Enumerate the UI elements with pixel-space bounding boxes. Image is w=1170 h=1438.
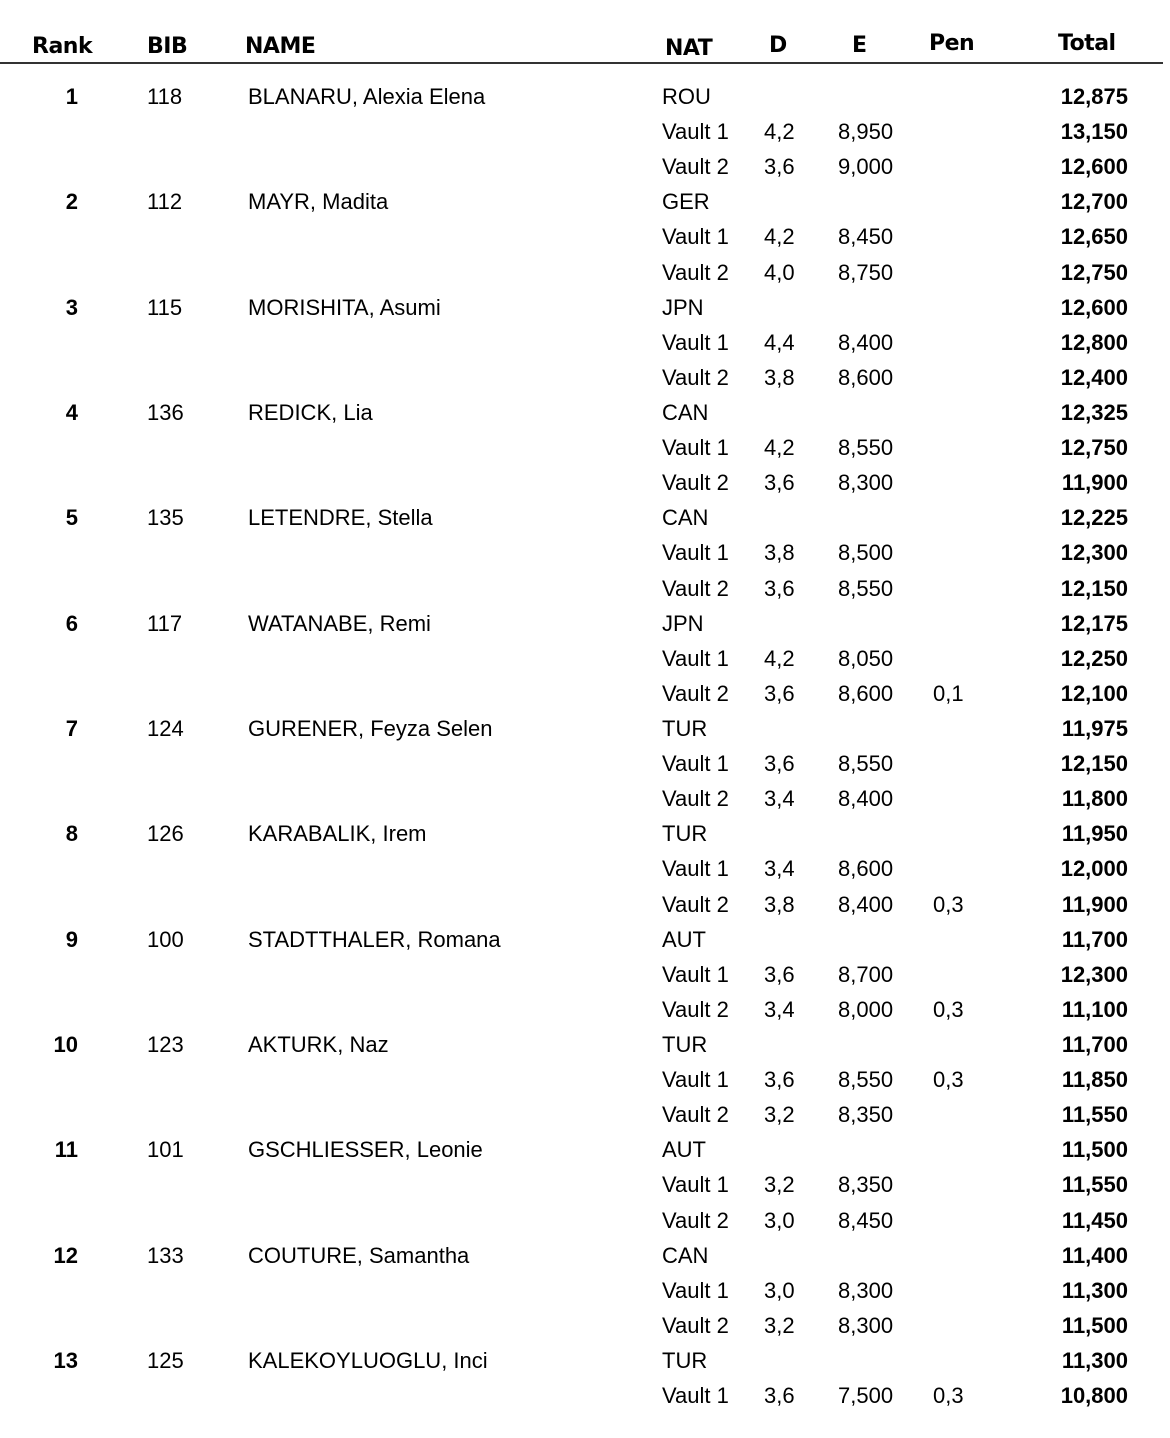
vault-row — [0, 641, 1170, 676]
total-cell: 11,700 — [1061, 1031, 1128, 1057]
e-score-cell: 8,400 — [838, 786, 894, 812]
name-cell: KALEKOYLUOGLU, Inci — [248, 1347, 488, 1373]
athlete-row — [0, 79, 1170, 114]
rank-cell: 9 — [65, 926, 78, 952]
vault-label: Vault 1 — [662, 119, 729, 145]
athlete-row — [0, 816, 1170, 851]
d-score-cell: 3,8 — [764, 540, 795, 566]
d-score-cell: 3,0 — [764, 1277, 795, 1303]
vault-row — [0, 360, 1170, 395]
bib-cell: 136 — [147, 399, 184, 425]
e-score-cell: 8,600 — [838, 856, 894, 882]
d-score-cell: 3,4 — [764, 786, 795, 812]
d-score-cell: 3,2 — [764, 1312, 795, 1338]
d-score-cell: 4,2 — [764, 119, 795, 145]
d-score-cell: 3,8 — [764, 364, 795, 390]
nat-cell: TUR — [662, 1031, 708, 1057]
rank-cell: 6 — [65, 610, 78, 636]
total-cell: 12,225 — [1060, 505, 1128, 531]
penalty-cell: 0,3 — [933, 1383, 964, 1409]
bib-cell: 126 — [147, 821, 184, 847]
athlete-row — [0, 395, 1170, 430]
vault-row — [0, 676, 1170, 711]
name-cell: GSCHLIESSER, Leonie — [248, 1137, 483, 1163]
vault-total-cell: 11,900 — [1061, 891, 1128, 917]
vault-total-cell: 12,600 — [1060, 154, 1128, 180]
rank-cell: 3 — [65, 294, 78, 320]
vault-row — [0, 1273, 1170, 1308]
vault-label: Vault 1 — [662, 1277, 729, 1303]
penalty-cell: 0,3 — [933, 891, 964, 917]
vault-row — [0, 219, 1170, 254]
name-cell: WATANABE, Remi — [248, 610, 431, 636]
rank-cell: 10 — [53, 1031, 78, 1057]
vault-row — [0, 1203, 1170, 1238]
nat-cell: TUR — [662, 821, 708, 847]
e-score-cell: 8,300 — [838, 1277, 894, 1303]
vault-row — [0, 851, 1170, 886]
bib-cell: 124 — [147, 715, 184, 741]
total-cell: 11,950 — [1061, 821, 1128, 847]
d-score-cell: 3,6 — [764, 961, 795, 987]
total-cell: 11,500 — [1061, 1137, 1128, 1163]
e-score-cell: 8,450 — [838, 224, 894, 250]
nat-cell: ROU — [662, 84, 711, 109]
header-divider — [0, 62, 1163, 64]
rank-cell: 2 — [65, 189, 78, 215]
e-score-cell: 8,600 — [838, 680, 894, 706]
vault-total-cell: 12,800 — [1060, 329, 1128, 355]
d-score-cell: 4,4 — [764, 329, 795, 355]
athlete-row — [0, 1343, 1170, 1378]
total-cell: 11,400 — [1061, 1242, 1128, 1268]
header-pen: Pen — [929, 31, 975, 56]
vault-row — [0, 535, 1170, 570]
d-score-cell: 3,4 — [764, 996, 795, 1022]
vault-total-cell: 12,250 — [1060, 645, 1128, 671]
bib-cell: 101 — [147, 1137, 184, 1163]
total-cell: 11,300 — [1061, 1347, 1128, 1373]
vault-row — [0, 746, 1170, 781]
vault-total-cell: 12,750 — [1060, 435, 1128, 461]
vault-row — [0, 430, 1170, 465]
vault-label: Vault 1 — [662, 856, 729, 882]
vault-label: Vault 2 — [662, 470, 729, 496]
nat-cell: CAN — [662, 1242, 709, 1268]
vault-label: Vault 1 — [662, 224, 729, 250]
vault-total-cell: 12,300 — [1060, 961, 1128, 987]
vault-row — [0, 957, 1170, 992]
e-score-cell: 9,000 — [838, 154, 894, 180]
vault-total-cell: 11,800 — [1061, 786, 1128, 812]
nat-cell: AUT — [662, 1137, 706, 1163]
name-cell: COUTURE, Samantha — [248, 1242, 470, 1268]
d-score-cell: 3,4 — [764, 856, 795, 882]
vault-total-cell: 11,100 — [1061, 996, 1128, 1022]
vault-label: Vault 1 — [662, 645, 729, 671]
vault-label: Vault 2 — [662, 364, 729, 390]
vault-row — [0, 1062, 1170, 1097]
bib-cell: 115 — [147, 294, 183, 320]
header-rank: Rank — [32, 34, 93, 59]
vault-row — [0, 325, 1170, 360]
vault-label: Vault 2 — [662, 996, 729, 1022]
nat-cell: CAN — [662, 505, 709, 531]
rank-cell: 7 — [65, 715, 78, 741]
athlete-row — [0, 290, 1170, 325]
name-cell: AKTURK, Naz — [248, 1031, 389, 1057]
vault-total-cell: 12,000 — [1060, 856, 1128, 882]
e-score-cell: 8,500 — [838, 540, 894, 566]
total-cell: 11,700 — [1061, 926, 1128, 952]
header-d: D — [769, 33, 787, 58]
athlete-row — [0, 500, 1170, 535]
athlete-row — [0, 922, 1170, 957]
total-cell: 12,325 — [1060, 399, 1128, 425]
d-score-cell: 3,2 — [764, 1172, 795, 1198]
vault-label: Vault 1 — [662, 329, 729, 355]
nat-cell: AUT — [662, 926, 706, 952]
vault-label: Vault 1 — [662, 435, 729, 461]
name-cell: REDICK, Lia — [248, 399, 373, 425]
nat-cell: JPN — [662, 610, 704, 636]
bib-cell: 133 — [147, 1242, 184, 1268]
vault-row — [0, 114, 1170, 149]
athlete-row — [0, 184, 1170, 219]
vault-total-cell: 12,650 — [1060, 224, 1128, 250]
bib-cell: 100 — [147, 926, 184, 952]
vault-label: Vault 2 — [662, 680, 729, 706]
bib-cell: 117 — [147, 610, 183, 636]
vault-label: Vault 2 — [662, 1102, 729, 1128]
name-cell: BLANARU, Alexia Elena — [248, 84, 486, 109]
vault-total-cell: 11,550 — [1061, 1102, 1128, 1128]
rank-cell: 11 — [54, 1137, 78, 1163]
e-score-cell: 8,400 — [838, 891, 894, 917]
d-score-cell: 3,6 — [764, 1067, 795, 1093]
vault-row — [0, 887, 1170, 922]
e-score-cell: 8,050 — [838, 645, 894, 671]
name-cell: MAYR, Madita — [248, 189, 389, 215]
name-cell: STADTTHALER, Romana — [248, 926, 501, 952]
vault-label: Vault 2 — [662, 575, 729, 601]
total-cell: 12,600 — [1060, 294, 1128, 320]
d-score-cell: 4,0 — [764, 259, 795, 285]
nat-cell: JPN — [662, 294, 704, 320]
d-score-cell: 3,6 — [764, 470, 795, 496]
nat-cell: TUR — [662, 715, 708, 741]
d-score-cell: 3,6 — [764, 680, 795, 706]
nat-cell: CAN — [662, 399, 709, 425]
penalty-cell: 0,1 — [933, 680, 964, 706]
e-score-cell: 8,400 — [838, 329, 894, 355]
nat-cell: GER — [662, 189, 710, 215]
e-score-cell: 8,950 — [838, 119, 894, 145]
penalty-cell: 0,3 — [933, 996, 964, 1022]
vault-label: Vault 2 — [662, 891, 729, 917]
vault-total-cell: 12,400 — [1060, 364, 1128, 390]
e-score-cell: 8,300 — [838, 470, 894, 496]
vault-total-cell: 13,150 — [1060, 119, 1128, 145]
vault-label: Vault 1 — [662, 1172, 729, 1198]
d-score-cell: 4,2 — [764, 645, 795, 671]
nat-cell: TUR — [662, 1347, 708, 1373]
vault-row — [0, 149, 1170, 184]
d-score-cell: 3,6 — [764, 575, 795, 601]
vault-total-cell: 11,500 — [1061, 1312, 1128, 1338]
total-cell: 12,175 — [1060, 610, 1128, 636]
vault-total-cell: 12,300 — [1060, 540, 1128, 566]
athlete-row — [0, 1132, 1170, 1167]
vault-row — [0, 1097, 1170, 1132]
vault-row — [0, 781, 1170, 816]
vault-label: Vault 1 — [662, 1383, 729, 1409]
vault-row — [0, 1167, 1170, 1202]
d-score-cell: 3,8 — [764, 891, 795, 917]
rank-cell: 5 — [65, 505, 78, 531]
vault-row — [0, 465, 1170, 500]
header-nat: NAT — [665, 36, 713, 61]
e-score-cell: 8,550 — [838, 751, 894, 777]
e-score-cell: 8,350 — [838, 1172, 894, 1198]
rank-cell: 1 — [65, 84, 78, 109]
name-cell: LETENDRE, Stella — [248, 505, 433, 531]
vault-total-cell: 11,300 — [1061, 1277, 1128, 1303]
vault-row — [0, 255, 1170, 290]
d-score-cell: 3,0 — [764, 1207, 795, 1233]
bib-cell: 125 — [147, 1347, 184, 1373]
header-total: Total — [1058, 31, 1116, 56]
e-score-cell: 8,550 — [838, 1067, 894, 1093]
rank-cell: 12 — [53, 1242, 78, 1268]
header-name: NAME — [245, 34, 316, 59]
athlete-row — [0, 1027, 1170, 1062]
e-score-cell: 8,300 — [838, 1312, 894, 1338]
vault-row — [0, 1378, 1170, 1413]
athlete-row — [0, 606, 1170, 641]
vault-label: Vault 2 — [662, 154, 729, 180]
vault-total-cell: 11,850 — [1061, 1067, 1128, 1093]
vault-label: Vault 1 — [662, 540, 729, 566]
name-cell: GURENER, Feyza Selen — [248, 715, 493, 741]
vault-label: Vault 1 — [662, 751, 729, 777]
penalty-cell: 0,3 — [933, 1067, 964, 1093]
vault-row — [0, 1308, 1170, 1343]
d-score-cell: 4,2 — [764, 435, 795, 461]
rank-cell: 13 — [53, 1347, 78, 1373]
d-score-cell: 3,6 — [764, 1383, 795, 1409]
bib-cell: 123 — [147, 1031, 184, 1057]
vault-row — [0, 571, 1170, 606]
name-cell: KARABALIK, Irem — [248, 821, 427, 847]
vault-label: Vault 1 — [662, 1067, 729, 1093]
vault-label: Vault 1 — [662, 961, 729, 987]
rank-cell: 4 — [65, 399, 78, 425]
bib-cell: 135 — [147, 505, 184, 531]
e-score-cell: 8,450 — [838, 1207, 894, 1233]
vault-total-cell: 12,750 — [1060, 259, 1128, 285]
athlete-row — [0, 1238, 1170, 1273]
e-score-cell: 8,550 — [838, 435, 894, 461]
bib-cell: 118 — [147, 84, 183, 109]
vault-label: Vault 2 — [662, 786, 729, 812]
vault-total-cell: 11,450 — [1061, 1207, 1128, 1233]
e-score-cell: 8,700 — [838, 961, 894, 987]
e-score-cell: 8,750 — [838, 259, 894, 285]
vault-total-cell: 12,150 — [1060, 751, 1128, 777]
vault-total-cell: 10,800 — [1060, 1383, 1128, 1409]
d-score-cell: 4,2 — [764, 224, 795, 250]
results-table-body — [0, 79, 1170, 1413]
d-score-cell: 3,6 — [764, 751, 795, 777]
header-e: E — [852, 33, 867, 58]
vault-total-cell: 12,150 — [1060, 575, 1128, 601]
vault-total-cell: 11,900 — [1061, 470, 1128, 496]
table-header — [0, 0, 1170, 64]
total-cell: 12,875 — [1060, 84, 1128, 109]
e-score-cell: 8,000 — [838, 996, 894, 1022]
athlete-row — [0, 711, 1170, 746]
total-cell: 12,700 — [1060, 189, 1128, 215]
rank-cell: 8 — [65, 821, 78, 847]
header-bib: BIB — [147, 34, 188, 59]
bib-cell: 112 — [147, 189, 183, 215]
vault-label: Vault 2 — [662, 259, 729, 285]
e-score-cell: 8,600 — [838, 364, 894, 390]
name-cell: MORISHITA, Asumi — [248, 294, 441, 320]
d-score-cell: 3,6 — [764, 154, 795, 180]
vault-total-cell: 12,100 — [1060, 680, 1128, 706]
vault-label: Vault 2 — [662, 1207, 729, 1233]
total-cell: 11,975 — [1061, 715, 1128, 741]
d-score-cell: 3,2 — [764, 1102, 795, 1128]
e-score-cell: 8,550 — [838, 575, 894, 601]
e-score-cell: 8,350 — [838, 1102, 894, 1128]
vault-total-cell: 11,550 — [1061, 1172, 1128, 1198]
e-score-cell: 7,500 — [838, 1383, 894, 1409]
vault-row — [0, 992, 1170, 1027]
vault-label: Vault 2 — [662, 1312, 729, 1338]
